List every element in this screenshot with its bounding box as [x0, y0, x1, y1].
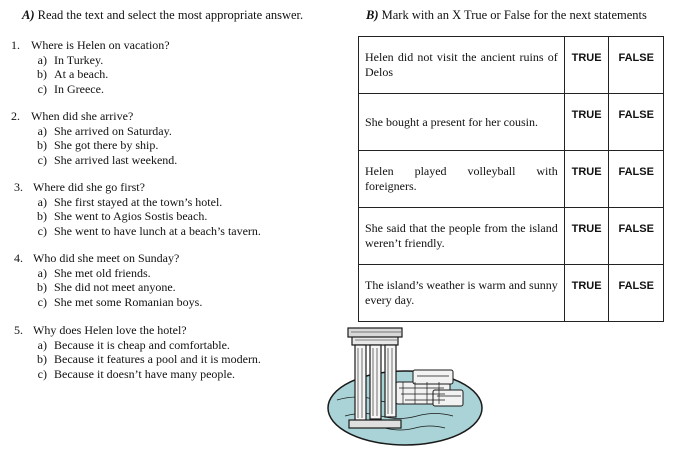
option-letter: b) — [37, 67, 47, 81]
option-text: She did not meet anyone. — [54, 280, 176, 294]
option-text: She got there by ship. — [54, 138, 159, 152]
option-text: She met old friends. — [54, 265, 151, 280]
option-letter: a) — [37, 265, 47, 280]
option-text: She went to Agios Sostis beach. — [54, 209, 208, 223]
false-option[interactable]: FALSE — [609, 94, 664, 151]
question-number: 4. — [14, 251, 23, 265]
option-letter: a) — [37, 194, 47, 209]
true-option[interactable]: TRUE — [564, 151, 609, 208]
statement-row — [359, 37, 664, 94]
question-5 — [0, 323, 345, 383]
option-text: Because it features a pool and it is modern. — [54, 352, 261, 366]
false-option[interactable]: FALSE — [609, 208, 664, 265]
option-letter: a) — [37, 123, 47, 138]
question-3 — [0, 180, 345, 240]
option-letter: b) — [37, 280, 47, 294]
false-option[interactable]: FALSE — [609, 265, 664, 322]
option-text: She met some Romanian boys. — [54, 294, 203, 309]
option-text: She went to have lunch at a beach’s tavern. — [54, 223, 261, 238]
option-letter: b) — [37, 138, 47, 152]
statement-row — [359, 265, 664, 322]
ancient-ruins-icon — [325, 320, 485, 448]
section-b-label: B) — [366, 8, 379, 22]
option-letter: c) — [37, 294, 47, 309]
true-option[interactable]: TRUE — [564, 94, 609, 151]
option-letter: a) — [37, 52, 47, 67]
section-b-instruction: Mark with an X True or False for the next statements — [381, 8, 647, 22]
true-option[interactable]: TRUE — [564, 208, 609, 265]
false-option[interactable]: FALSE — [609, 37, 664, 94]
statement-text: She bought a present for her cousin. — [359, 94, 565, 151]
question-1 — [0, 38, 345, 98]
question-2 — [0, 109, 345, 169]
question-text: Where is Helen on vacation? — [31, 38, 170, 52]
false-option[interactable]: FALSE — [609, 151, 664, 208]
option-letter: c) — [37, 223, 47, 238]
option-letter: b) — [37, 209, 47, 223]
question-text: When did she arrive? — [31, 109, 134, 123]
question-number: 1. — [11, 38, 20, 52]
section-b-heading — [366, 8, 647, 23]
option-text: She first stayed at the town’s hotel. — [54, 194, 223, 209]
true-option[interactable]: TRUE — [564, 265, 609, 322]
option-letter: c) — [37, 81, 47, 96]
statement-row — [359, 208, 664, 265]
question-text: Who did she meet on Sunday? — [33, 251, 180, 265]
question-4 — [0, 251, 345, 311]
true-false-table — [358, 36, 664, 322]
section-a-instruction: Read the text and select the most appropriate answer. — [37, 8, 304, 22]
option-letter: b) — [37, 352, 47, 366]
option-text: In Greece. — [54, 81, 104, 96]
true-option[interactable]: TRUE — [564, 37, 609, 94]
statement-text: She said that the people from the island weren’t friendly. — [359, 208, 565, 265]
option-letter: c) — [37, 152, 47, 167]
option-text: She arrived on Saturday. — [54, 123, 172, 138]
statement-text: Helen played volleyball with foreigners. — [359, 151, 565, 208]
option-text: Because it doesn’t have many people. — [54, 366, 236, 381]
question-text: Why does Helen love the hotel? — [33, 323, 187, 337]
statement-row — [359, 151, 664, 208]
question-number: 3. — [14, 180, 23, 194]
statement-text: Helen did not visit the ancient ruins of Delos — [359, 37, 565, 94]
section-a-heading — [22, 8, 303, 23]
question-number: 2. — [11, 109, 20, 123]
question-text: Where did she go first? — [33, 180, 145, 194]
option-text: Because it is cheap and comfortable. — [54, 337, 230, 352]
option-text: At a beach. — [54, 67, 109, 81]
statement-text: The island’s weather is warm and sunny every day. — [359, 265, 565, 322]
section-a-label: A) — [22, 8, 35, 22]
question-number: 5. — [14, 323, 23, 337]
option-letter: c) — [37, 366, 47, 381]
statement-row — [359, 94, 664, 151]
option-text: She arrived last weekend. — [54, 152, 178, 167]
option-text: In Turkey. — [54, 52, 104, 67]
option-letter: a) — [37, 337, 47, 352]
